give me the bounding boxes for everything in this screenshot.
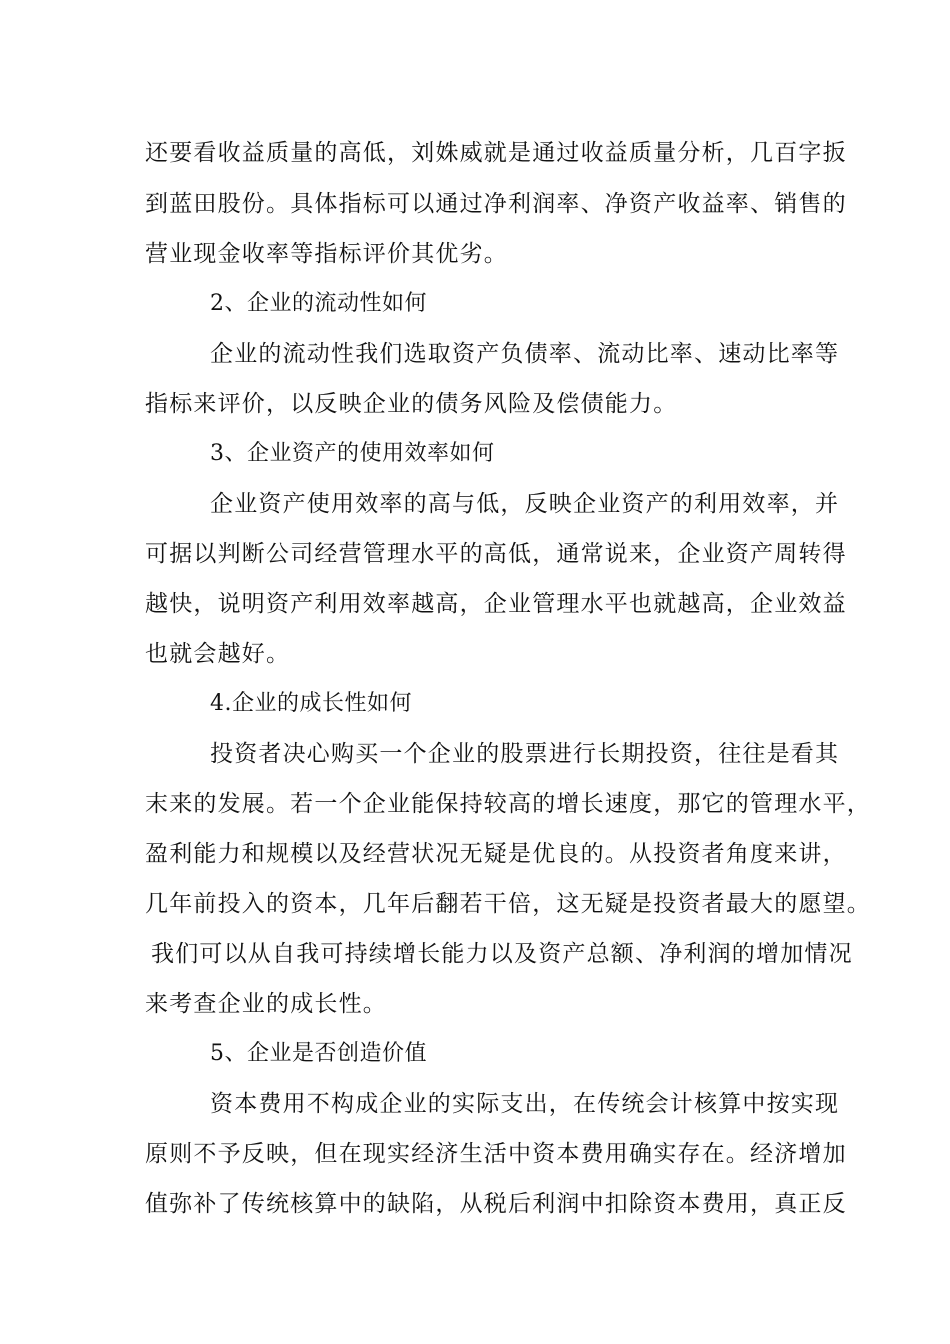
paragraph-line: 值弥补了传统核算中的缺陷，从税后利润中扣除资本费用，真正反	[145, 1191, 847, 1217]
paragraph-line: 越快，说明资产利用效率越高，企业管理水平也就越高，企业效益	[145, 591, 847, 617]
paragraph-line: 指标来评价，以反映企业的债务风险及偿债能力。	[145, 391, 678, 417]
section-heading: 5、企业是否创造价值	[210, 1041, 427, 1066]
paragraph-line: 还要看收益质量的高低，刘姝威就是通过收益质量分析，几百字扳	[145, 140, 847, 166]
paragraph-line: 营业现金收率等指标评价其优劣。	[145, 241, 508, 267]
paragraph-line: 来考查企业的成长性。	[145, 991, 387, 1017]
section-heading: 4.企业的成长性如何	[210, 691, 412, 716]
section-heading: 2、企业的流动性如何	[210, 291, 427, 316]
paragraph-line: 原则不予反映，但在现实经济生活中资本费用确实存在。经济增加	[145, 1141, 847, 1167]
paragraph-line: 末来的发展。若一个企业能保持较高的增长速度，那它的管理水平，	[145, 791, 871, 817]
paragraph-line: 投资者决心购买一个企业的股票进行长期投资，往往是看其	[210, 741, 840, 767]
paragraph-line: 也就会越好。	[145, 641, 291, 667]
paragraph-line: 我们可以从自我可持续增长能力以及资产总额、净利润的增加情况	[151, 941, 853, 967]
paragraph-line: 盈利能力和规模以及经营状况无疑是优良的。从投资者角度来讲，	[145, 841, 847, 867]
section-heading: 3、企业资产的使用效率如何	[210, 441, 495, 466]
paragraph-line: 企业的流动性我们选取资产负债率、流动比率、速动比率等	[210, 341, 840, 367]
paragraph-line: 几年前投入的资本，几年后翻若干倍，这无疑是投资者最大的愿望。	[145, 891, 871, 917]
paragraph-line: 可据以判断公司经营管理水平的高低，通常说来，企业资产周转得	[145, 541, 847, 567]
paragraph-line: 企业资产使用效率的高与低，反映企业资产的利用效率，并	[210, 491, 840, 517]
paragraph-line: 资本费用不构成企业的实际支出，在传统会计核算中按实现	[210, 1091, 840, 1117]
paragraph-line: 到蓝田股份。具体指标可以通过净利润率、净资产收益率、销售的	[145, 191, 847, 217]
